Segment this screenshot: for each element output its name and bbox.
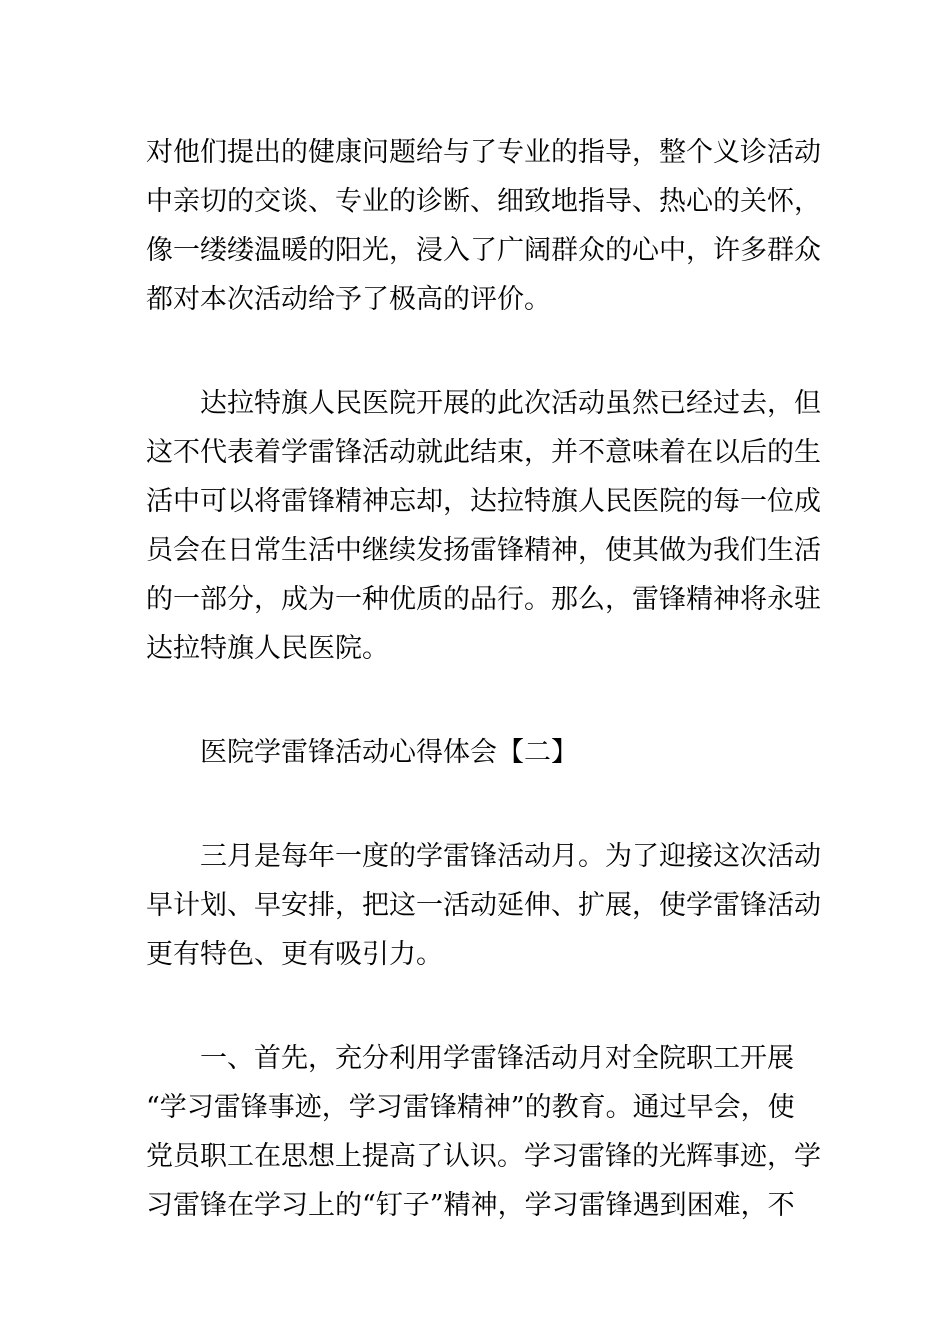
text-line: 达拉特旗人民医院。 <box>146 633 389 664</box>
paragraph-gap <box>146 979 806 1034</box>
document-body <box>146 128 821 1230</box>
paragraph-3 <box>146 832 821 979</box>
paragraph-4 <box>146 1034 821 1230</box>
text-line: 对他们提出的健康问题给与了专业的指导，整个义诊活动 <box>146 137 821 168</box>
text-line: 都对本次活动给予了极高的评价。 <box>146 284 551 315</box>
text-line: 早计划、早安排，把这一活动延伸、扩展，使学雷锋活动 <box>146 890 821 921</box>
text-line: 达拉特旗人民医院开展的此次活动虽然已经过去，但 <box>200 388 821 419</box>
text-line: 习雷锋在学习上的“钉子”精神，学习雷锋遇到困难，不 <box>146 1190 795 1221</box>
text-line: 三月是每年一度的学雷锋活动月。为了迎接这次活动 <box>200 841 821 872</box>
text-line: 像一缕缕温暖的阳光，浸入了广阔群众的心中，许多群众 <box>146 235 821 266</box>
paragraph-gap <box>146 324 806 379</box>
paragraph-1 <box>146 128 821 324</box>
text-line: “学习雷锋事迹，学习雷锋精神”的教育。通过早会，使 <box>146 1092 795 1123</box>
heading-text: 医院学雷锋活动心得体会【二】 <box>200 737 578 768</box>
text-line: 员会在日常生活中继续发扬雷锋精神，使其做为我们生活 <box>146 535 821 566</box>
text-line: 一、首先，充分利用学雷锋活动月对全院职工开展 <box>200 1043 794 1074</box>
paragraph-2 <box>146 379 821 673</box>
text-line: 活中可以将雷锋精神忘却，达拉特旗人民医院的每一位成 <box>146 486 821 517</box>
section-heading <box>146 728 806 777</box>
paragraph-gap <box>146 777 806 832</box>
text-line: 党员职工在思想上提高了认识。学习雷锋的光辉事迹，学 <box>146 1141 821 1172</box>
paragraph-gap <box>146 673 806 728</box>
text-line: 的一部分，成为一种优质的品行。那么，雷锋精神将永驻 <box>146 584 821 615</box>
text-line: 更有特色、更有吸引力。 <box>146 939 443 970</box>
text-line: 这不代表着学雷锋活动就此结束，并不意味着在以后的生 <box>146 437 821 468</box>
text-line: 中亲切的交谈、专业的诊断、细致地指导、热心的关怀， <box>146 186 821 217</box>
